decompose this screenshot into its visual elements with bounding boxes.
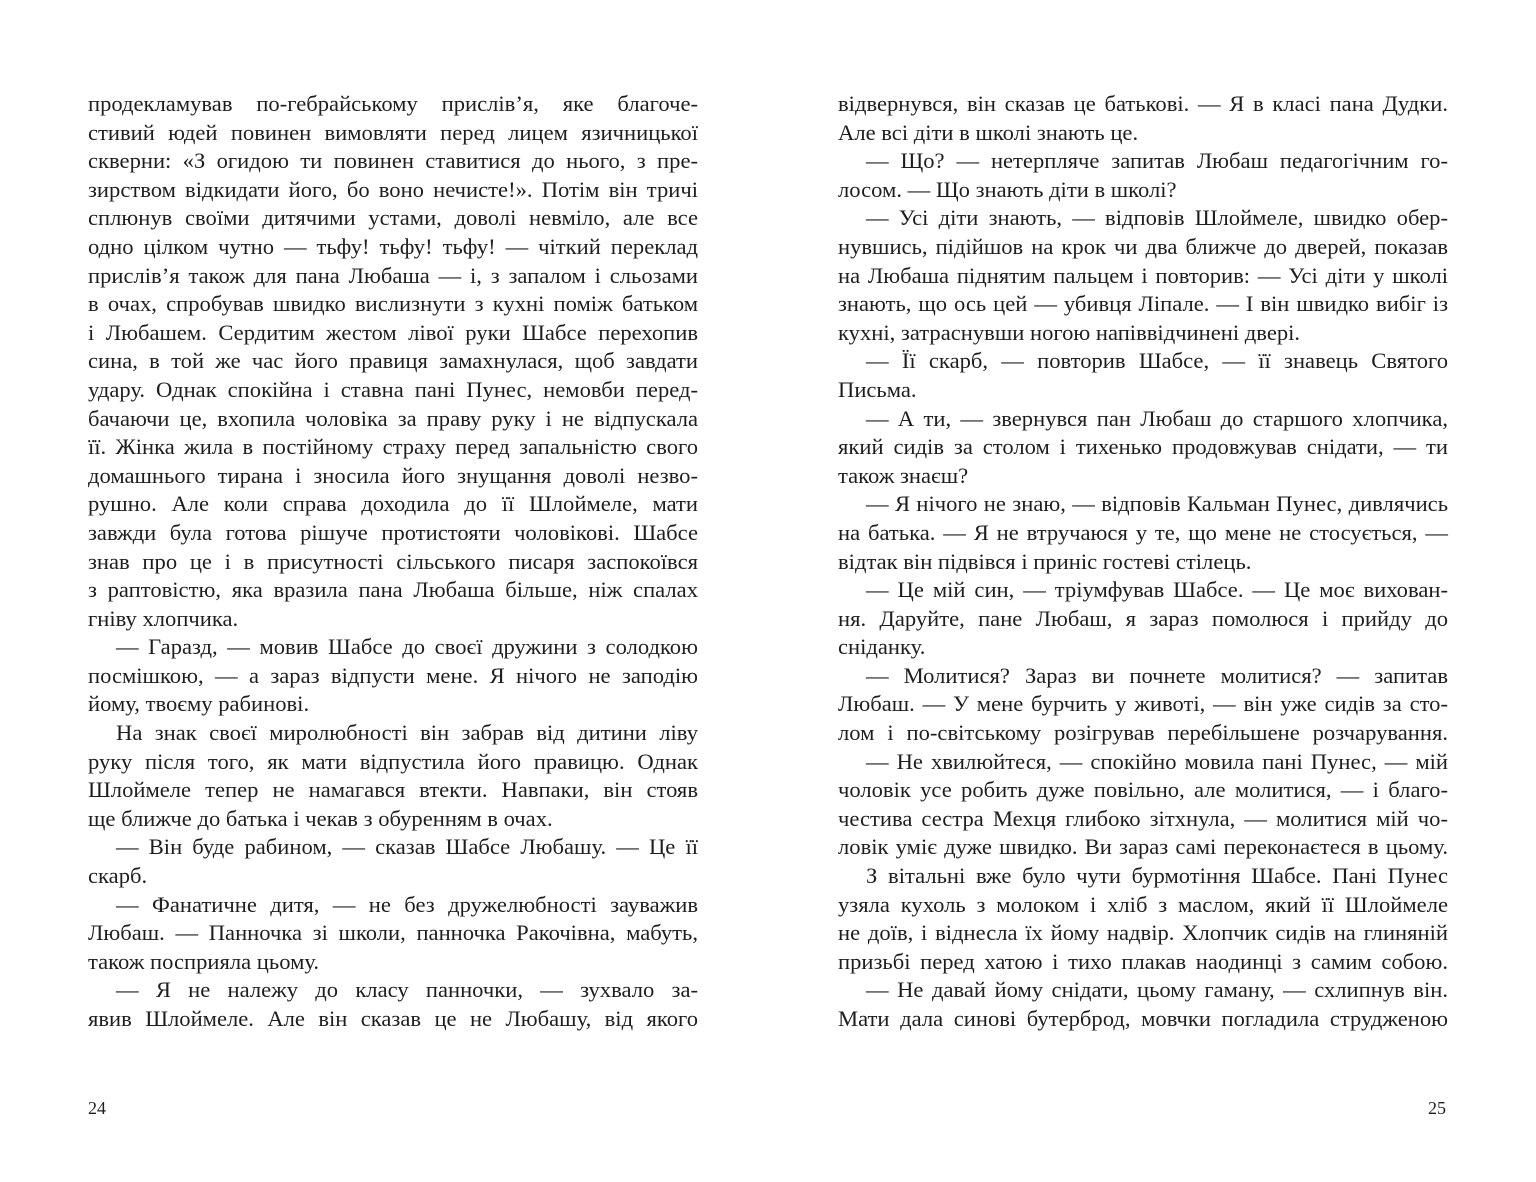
text-line: — Це мій син, — тріумфував Шабсе. — Це моє вихован- [866,577,1448,603]
text-line: призьбі перед хатою і тихо плакав наодинці з самим собою. [838,948,1448,974]
left-page-text [88,90,698,1034]
text-line: явив Шлоймеле. Але він сказав це не Любашу, від якого [88,1006,698,1031]
text-line: сплюнув своїми дитячими устами, доволі невміло, але все [88,205,698,231]
text-line: також знаєш? [838,462,969,488]
text-line: удару. Однак спокійна і ставна пані Пунес, немовби перед- [88,376,698,402]
text-line: також посприяла цьому. [88,948,320,974]
text-line: Мати дала синові бутерброд, мовчки погладила струдженою [838,1006,1448,1031]
text-line: — Я нічого не знаю, — відповів Кальман Пунес, дивлячись [866,491,1448,517]
text-line: — Не давай йому снідати, цьому гаману, — схлипнув він. [866,977,1448,1003]
text-line: рушно. Але коли справа доходила до її Шлоймеле, мати [88,491,698,517]
page-number-right: 25 [1428,1098,1446,1118]
text-line: на Любаша піднятим пальцем і повторив: — Усі діти у школі [838,262,1448,288]
text-line: на батька. — Я не втручаюся у те, що мене не стосується, — [838,519,1448,545]
text-line: — А ти, — звернувся пан Любаш до старшого хлопчика, [866,405,1448,431]
text-line: ня. Даруйте, пане Любаш, я зараз помолюся і прийду до [838,605,1448,631]
text-line: — Гаразд, — мовив Шабсе до своєї дружини з солодкою [116,634,698,660]
text-line: одно цілком чутно — тьфу! тьфу! тьфу! — чіткий переклад [88,233,698,259]
text-line: прислів’я також для пана Любаша — і, з запалом і сльозами [88,262,698,288]
text-line: Письма. [838,376,917,402]
text-line: знають, що ось цей — убивця Ліпале. — І він швидко вибіг із [838,291,1448,317]
text-line: руку після того, як мати відпустила його правицю. Однак [88,748,698,774]
text-line: чоловік усе робить дуже повільно, але молитися, — і благо- [838,777,1448,803]
text-line: — Він буде рабином, — сказав Шабсе Любашу. — Це її [116,834,698,860]
text-line: посмішкою, — а зараз відпусти мене. Я нічого не заподію [88,662,698,688]
text-line: гніву хлопчика. [88,605,239,631]
text-line: — Не хвилюйтеся, — спокійно мовила пані Пунес, — мій [866,748,1448,774]
right-page-text [838,90,1448,1034]
text-line: сніданку. [838,634,926,660]
text-line: — Що? — нетерпляче запитав Любаш педагогічним го- [866,148,1448,174]
text-line: Любаш. — Панночка зі школи, панночка Ракочівна, мабуть, [88,920,698,946]
text-line: завжди була готова рішуче протистояти чоловікові. Шабсе [88,519,698,545]
text-line: з раптовістю, яка вразила пана Любаша більше, ніж спалах [88,577,698,603]
text-line: — Усі діти знають, — відповів Шлоймеле, швидко обер- [866,205,1448,231]
text-line: знав про це і в присутності сільського писаря заспокоївся [88,548,698,574]
text-line: не доїв, і віднесла їх йому надвір. Хлопчик сидів на глиняній [838,920,1448,946]
text-line: продекламував по-гебрайському прислів’я, яке благоче- [88,91,698,116]
text-line: скверни: «З огидою ти повинен ставитися до нього, з пре- [88,148,698,174]
page-number-left: 24 [88,1098,106,1118]
text-line: ловік уміє дуже швидко. Ви зараз самі переконаєтеся в цьому. [838,834,1448,860]
text-line: бачаючи це, вхопила чоловіка за праву руку і не відпускала [88,405,698,431]
text-line: лом і по-світському розігрував перебільшене розчарування. [838,720,1448,746]
text-line: домашнього тирана і зносила його знущання доволі незво- [88,462,698,488]
text-line: Любаш. — У мене бурчить у животі, — він уже сидів за сто- [838,691,1448,717]
text-line: її. Жінка жила в постійному страху перед запальністю свого [88,434,698,460]
text-line: йому, твоєму рабинові. [88,691,310,717]
text-line: — Її скарб, — повторив Шабсе, — її знавець Святого [866,348,1448,374]
text-line: скарб. [88,863,148,889]
text-line: відтак він підвівся і приніс гостеві стілець. [838,548,1252,574]
text-line: зирством відкидати його, бо воно нечисте!». Потім він тричі [88,176,698,202]
text-line: нувшись, підійшов на крок чи два ближче до дверей, показав [838,233,1448,259]
text-line: честива сестра Мехця глибоко зітхнула, — молитися мій чо- [838,805,1448,831]
text-line: відвернувся, він сказав це батькові. — Я в класі пана Дудки. [838,91,1448,116]
text-line: в очах, спробував швидко вислизнути з кухні поміж батьком [88,291,698,317]
text-line: і Любашем. Сердитим жестом лівої руки Шабсе перехопив [88,319,698,345]
text-line: стивий юдей повинен вимовляти перед лицем язичницької [88,119,698,145]
text-line: З вітальні вже було чути бурмотіння Шабсе. Пані Пунес [866,863,1448,889]
text-line: На знак своєї миролюбності він забрав від дитини ліву [116,720,698,746]
text-line: кухні, затраснувши ногою напіввідчинені двері. [838,319,1301,345]
text-line: сина, в той же час його правиця замахнулася, щоб завдати [88,348,698,374]
text-line: який сидів за столом і тихенько продовжував снідати, — ти [838,434,1448,460]
text-line: лосом. — Що знають діти в школі? [838,176,1177,202]
text-line: узяла кухоль з молоком і хліб з маслом, який її Шлоймеле [838,891,1448,917]
text-line: ще ближче до батька і чекав з обуренням в очах. [88,805,553,831]
text-line: Але всі діти в школі знають це. [838,119,1139,145]
text-line: — Я не належу до класу панночки, — зухвало за- [116,977,698,1003]
text-line: — Молитися? Зараз ви почнете молитися? — запитав [866,662,1448,688]
text-line: — Фанатичне дитя, — не без дружелюбності зауважив [116,891,698,917]
text-line: Шлоймеле тепер не намагався втекти. Навпаки, він стояв [88,777,698,803]
